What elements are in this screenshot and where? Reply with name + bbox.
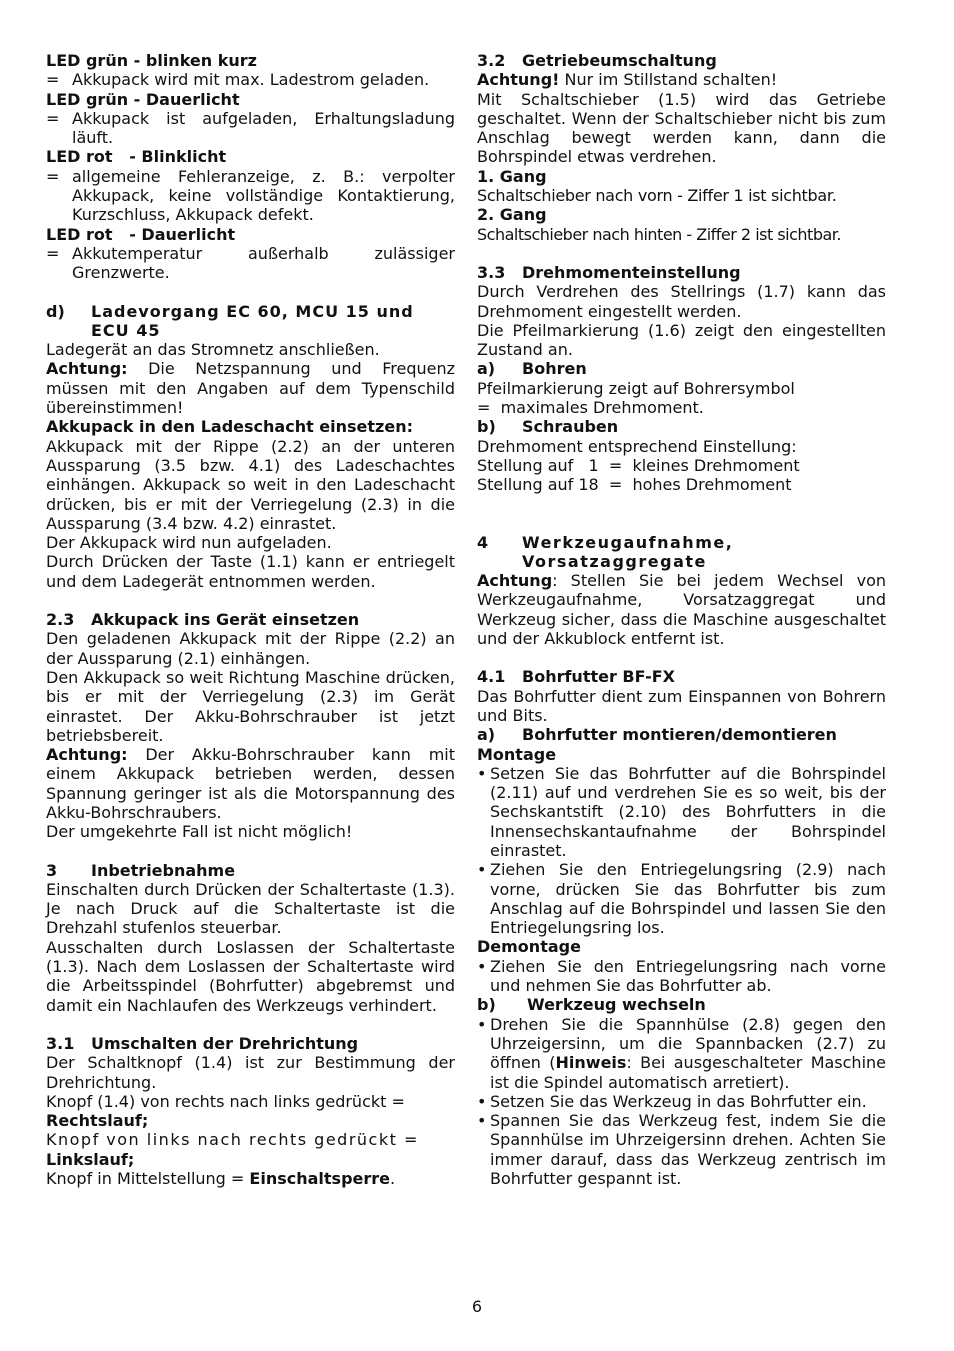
section-3-1-heading: [46, 1034, 455, 1053]
section-4-heading: [477, 533, 886, 572]
section-title: Umschalten der Drehrichtung: [91, 1033, 359, 1053]
right-column: [477, 51, 886, 1188]
led-green-blink-heading: LED grün - blinken kurz: [46, 51, 257, 70]
section-title: Getriebeumschaltung: [522, 51, 717, 70]
paragraph: Das Bohrfutter dient zum Einspannen von Bohrern und Bits.: [477, 686, 886, 725]
hinweis-label: Hinweis: [555, 1053, 627, 1073]
subsection-b-heading: [477, 995, 886, 1014]
section-number: 3.2: [477, 51, 506, 70]
paragraph: [46, 359, 455, 417]
section-number: 4: [477, 532, 489, 552]
bullet-item: [477, 1015, 886, 1092]
paragraph: Durch Drücken der Taste (1.1) kann er entriegelt und dem Ladegerät entnommen werden.: [46, 552, 455, 591]
led-red-steady-item: = Akkutemperatur außerhalb zulässiger Grenzwerte.: [46, 243, 455, 283]
warning-label: Achtung:: [46, 745, 128, 765]
bullet-icon: •: [477, 1091, 487, 1111]
left-column: [46, 51, 455, 1188]
section-title: Inbetriebnahme: [91, 860, 236, 880]
bullet-text: Ziehen Sie den Entriegelungsring nach vorne und nehmen Sie das Bohrfutter ab.: [490, 956, 886, 996]
section-3-heading: [46, 861, 455, 880]
paragraph: [46, 745, 455, 822]
paragraph: Den Akkupack so weit Richtung Maschine drücken, bis er mit der Verriegelung (2.3) im Gerät einrastet. Der Akku-Bohrschrauber ist jetzt betriebsbereit.: [46, 667, 455, 745]
paragraph: Mit Schaltschieber (1.5) wird das Getriebe geschaltet. Wenn der Schaltschieber nicht bis zum Anschlag bewegt werden kann, dann die Bohrspindel etwas verdrehen.: [477, 89, 886, 167]
section-title: Drehmomenteinstellung: [522, 262, 741, 282]
bullet-text: Setzen Sie das Werkzeug in das Bohrfutter ein.: [490, 1091, 867, 1111]
subsection-a-heading: [477, 359, 886, 378]
warning-label: Achtung:: [46, 359, 128, 379]
paragraph: Der Akkupack wird nun aufgeladen.: [46, 533, 332, 553]
section-2-3-heading: [46, 610, 455, 629]
led-green-steady-item: = Akkupack ist aufgeladen, Erhaltungsladung läuft.: [46, 108, 455, 148]
led-green-steady-text: Akkupack ist aufgeladen, Erhaltungsladung läuft.: [72, 108, 455, 148]
paragraph: Einschalten durch Drücken der Schaltertaste (1.3). Je nach Druck auf die Schaltertaste ist die Drehzahl stufenlos steuerbar.: [46, 879, 455, 938]
paragraph: Stellung auf 18 = hohes Drehmoment: [477, 475, 792, 495]
paragraph: Akkupack mit der Rippe (2.2) an der unteren Aussparung (3.5 bzw. 4.1) des Ladeschachtes einhängen. Akkupack so weit in den Ladeschacht drücken, bis er mit der Verriegelung (2.3) in die Aussparung (3.4 bzw. 4.2) einrastet.: [46, 436, 455, 533]
paragraph: Knopf (1.4) von rechts nach links gedrückt =: [46, 1091, 405, 1111]
subsection-a-heading: [477, 725, 886, 744]
gear-1-heading: 1. Gang: [477, 166, 547, 186]
paragraph: Den geladenen Akkupack mit der Rippe (2.2) an der Aussparung (2.1) einhängen.: [46, 629, 455, 668]
text: Knopf in Mittelstellung =: [46, 1169, 250, 1189]
bullet-item: [477, 957, 886, 996]
text: : Bei ausgeschalteter Maschine ist die Spindel automatisch arretiert).: [490, 1053, 887, 1092]
bullet-text: Setzen Sie das Bohrfutter auf die Bohrspindel (2.11) auf und verdrehen Sie es so weit, bis der Sechskantstift (2.10) des Bohrfutters in die Innensechskantaufnahme der Bohrspindel einrastet.: [490, 763, 886, 860]
bullet-icon: •: [477, 763, 487, 783]
led-red-steady-text: Akkutemperatur außerhalb zulässiger Grenzwerte.: [72, 243, 455, 283]
section-number: 4.1: [477, 667, 506, 687]
subsection-number: b): [477, 417, 496, 437]
einschaltsperre-label: Einschaltsperre: [249, 1169, 391, 1189]
subsection-number: a): [477, 725, 496, 745]
subsection-number: b): [477, 995, 496, 1015]
paragraph: Die Pfeilmarkierung (1.6) zeigt den eingestellten Zustand an.: [477, 320, 886, 360]
warning-text: Der Akku-Bohrschrauber kann mit einem Akkupack betrieben werden, dessen Spannung geringer ist als die Motorspannung des Akku-Bohrschraubers.: [46, 745, 455, 822]
bullet-icon: •: [477, 1111, 487, 1131]
paragraph: Knopf von links nach rechts gedrückt =: [46, 1130, 419, 1150]
subsection-number: a): [477, 359, 496, 379]
bullet-icon: •: [477, 860, 487, 880]
bullet-icon: •: [477, 1014, 487, 1034]
led-red-blink-item: = allgemeine Fehleranzeige, z. B.: verpolter Akkupack, keine vollständige Kontaktierung, Kurzschluss, Akkupack defekt.: [46, 166, 455, 225]
paragraph: Stellung auf 1 = kleines Drehmoment: [477, 455, 800, 475]
rechtslauf-label: Rechtslauf;: [46, 1111, 149, 1131]
paragraph: Ladegerät an das Stromnetz anschließen.: [46, 340, 380, 360]
linkslauf-label: Linkslauf;: [46, 1149, 135, 1169]
text: .: [390, 1169, 396, 1189]
gear-2-heading: 2. Gang: [477, 205, 547, 225]
warning-text: Nur im Stillstand schalten!: [559, 70, 778, 90]
paragraph: [477, 571, 886, 648]
section-d-heading: [46, 302, 455, 341]
section-3-3-heading: [477, 263, 886, 282]
subsection-title: Werkzeug wechseln: [527, 995, 706, 1015]
warning-text: : Stellen Sie bei jedem Wechsel von Werkzeugaufnahme, Vorsatzaggregat und Werkzeug sicher, dass die Maschine ausgeschaltet und der Akkublock entfernt ist.: [477, 571, 886, 649]
bullet-text: Spannen Sie das Werkzeug fest, indem Sie die Spannhülse im Uhrzeigersinn drehen. Achten Sie immer darauf, dass das Werkzeug zentrisch im Bohrfutter gespannt ist.: [490, 1111, 886, 1189]
section-3-2-heading: [477, 51, 886, 70]
bullet-item: [477, 860, 886, 937]
paragraph: [477, 70, 886, 89]
warning-text: Die Netzspannung und Frequenz müssen mit den Angaben auf dem Typenschild übereinstimmen!: [46, 359, 455, 418]
led-green-steady-heading: LED grün - Dauerlicht: [46, 89, 240, 109]
section-number: d): [46, 301, 65, 321]
section-number: 2.3: [46, 610, 75, 630]
led-red-blink-text: allgemeine Fehleranzeige, z. B.: verpolter Akkupack, keine vollständige Kontaktierung, Kurzschluss, Akkupack defekt.: [72, 166, 455, 225]
subsection-title: Schrauben: [522, 417, 619, 437]
paragraph: = maximales Drehmoment.: [477, 398, 704, 418]
section-4-1-heading: [477, 667, 886, 686]
section-number: 3: [46, 860, 58, 880]
section-title: Bohrfutter BF-FX: [522, 667, 675, 687]
paragraph: Pfeilmarkierung zeigt auf Bohrersymbol: [477, 378, 795, 398]
subsection-title: Bohren: [522, 359, 587, 379]
warning-label: Achtung!: [477, 70, 560, 90]
paragraph: Der Schaltknopf (1.4) ist zur Bestimmung der Drehrichtung.: [46, 1053, 455, 1092]
bullet-item: [477, 1111, 886, 1188]
paragraph: Der umgekehrte Fall ist nicht möglich!: [46, 822, 353, 842]
section-number: 3.3: [477, 262, 506, 282]
text: Drehen Sie die Spannhülse (2.8) gegen den Uhrzeigersinn, um die Spannbacken (2.7) zu öffnen (: [490, 1014, 886, 1073]
subsection-b-heading: [477, 417, 886, 436]
section-title: Werkzeugaufnahme, Vorsatzaggregate: [522, 532, 734, 571]
led-red-blink-heading: LED rot - Blinklicht: [46, 147, 227, 167]
paragraph: Schaltschieber nach hinten - Ziffer 2 ist sichtbar.: [477, 224, 841, 244]
led-green-blink-item: = Akkupack wird mit max. Ladestrom geladen.: [46, 70, 455, 89]
demontage-heading: Demontage: [477, 937, 581, 957]
bullet-item: [477, 1092, 886, 1111]
paragraph: Durch Verdrehen des Stellrings (1.7) kann das Drehmoment eingestellt werden.: [477, 282, 886, 321]
bullet-item: [477, 764, 886, 860]
paragraph: Drehmoment entsprechend Einstellung:: [477, 436, 797, 456]
paragraph: Schaltschieber nach vorn - Ziffer 1 ist sichtbar.: [477, 186, 837, 206]
section-title: Akkupack ins Gerät einsetzen: [91, 610, 360, 630]
montage-heading: Montage: [477, 744, 557, 764]
paragraph: [46, 1169, 455, 1188]
section-number: 3.1: [46, 1033, 75, 1053]
bullet-text: Ziehen Sie den Entriegelungsring (2.9) nach vorne, drücken Sie das Bohrfutter bis zum Anschlag auf die Bohrspindel und lassen Sie den Entriegelungsring los.: [490, 860, 886, 938]
bullet-icon: •: [477, 956, 487, 976]
subsection-title: Bohrfutter montieren/demontieren: [522, 725, 837, 745]
led-red-steady-heading: LED rot - Dauerlicht: [46, 224, 236, 244]
paragraph: Ausschalten durch Loslassen der Schaltertaste (1.3). Nach dem Loslassen der Schaltertaste wird die Arbeitsspindel (Bohrfutter) abgebremst und damit ein Nachlaufen des Werkzeugs verhindert.: [46, 937, 455, 1015]
led-green-blink-text: Akkupack wird mit max. Ladestrom geladen.: [72, 70, 430, 90]
section-title: Ladevorgang EC 60, MCU 15 und ECU 45: [91, 301, 414, 340]
page-number: 6: [471, 1297, 483, 1316]
warning-label: Achtung: [477, 571, 553, 591]
bullet-text: [490, 1015, 886, 1092]
subheading: Akkupack in den Ladeschacht einsetzen:: [46, 417, 413, 437]
